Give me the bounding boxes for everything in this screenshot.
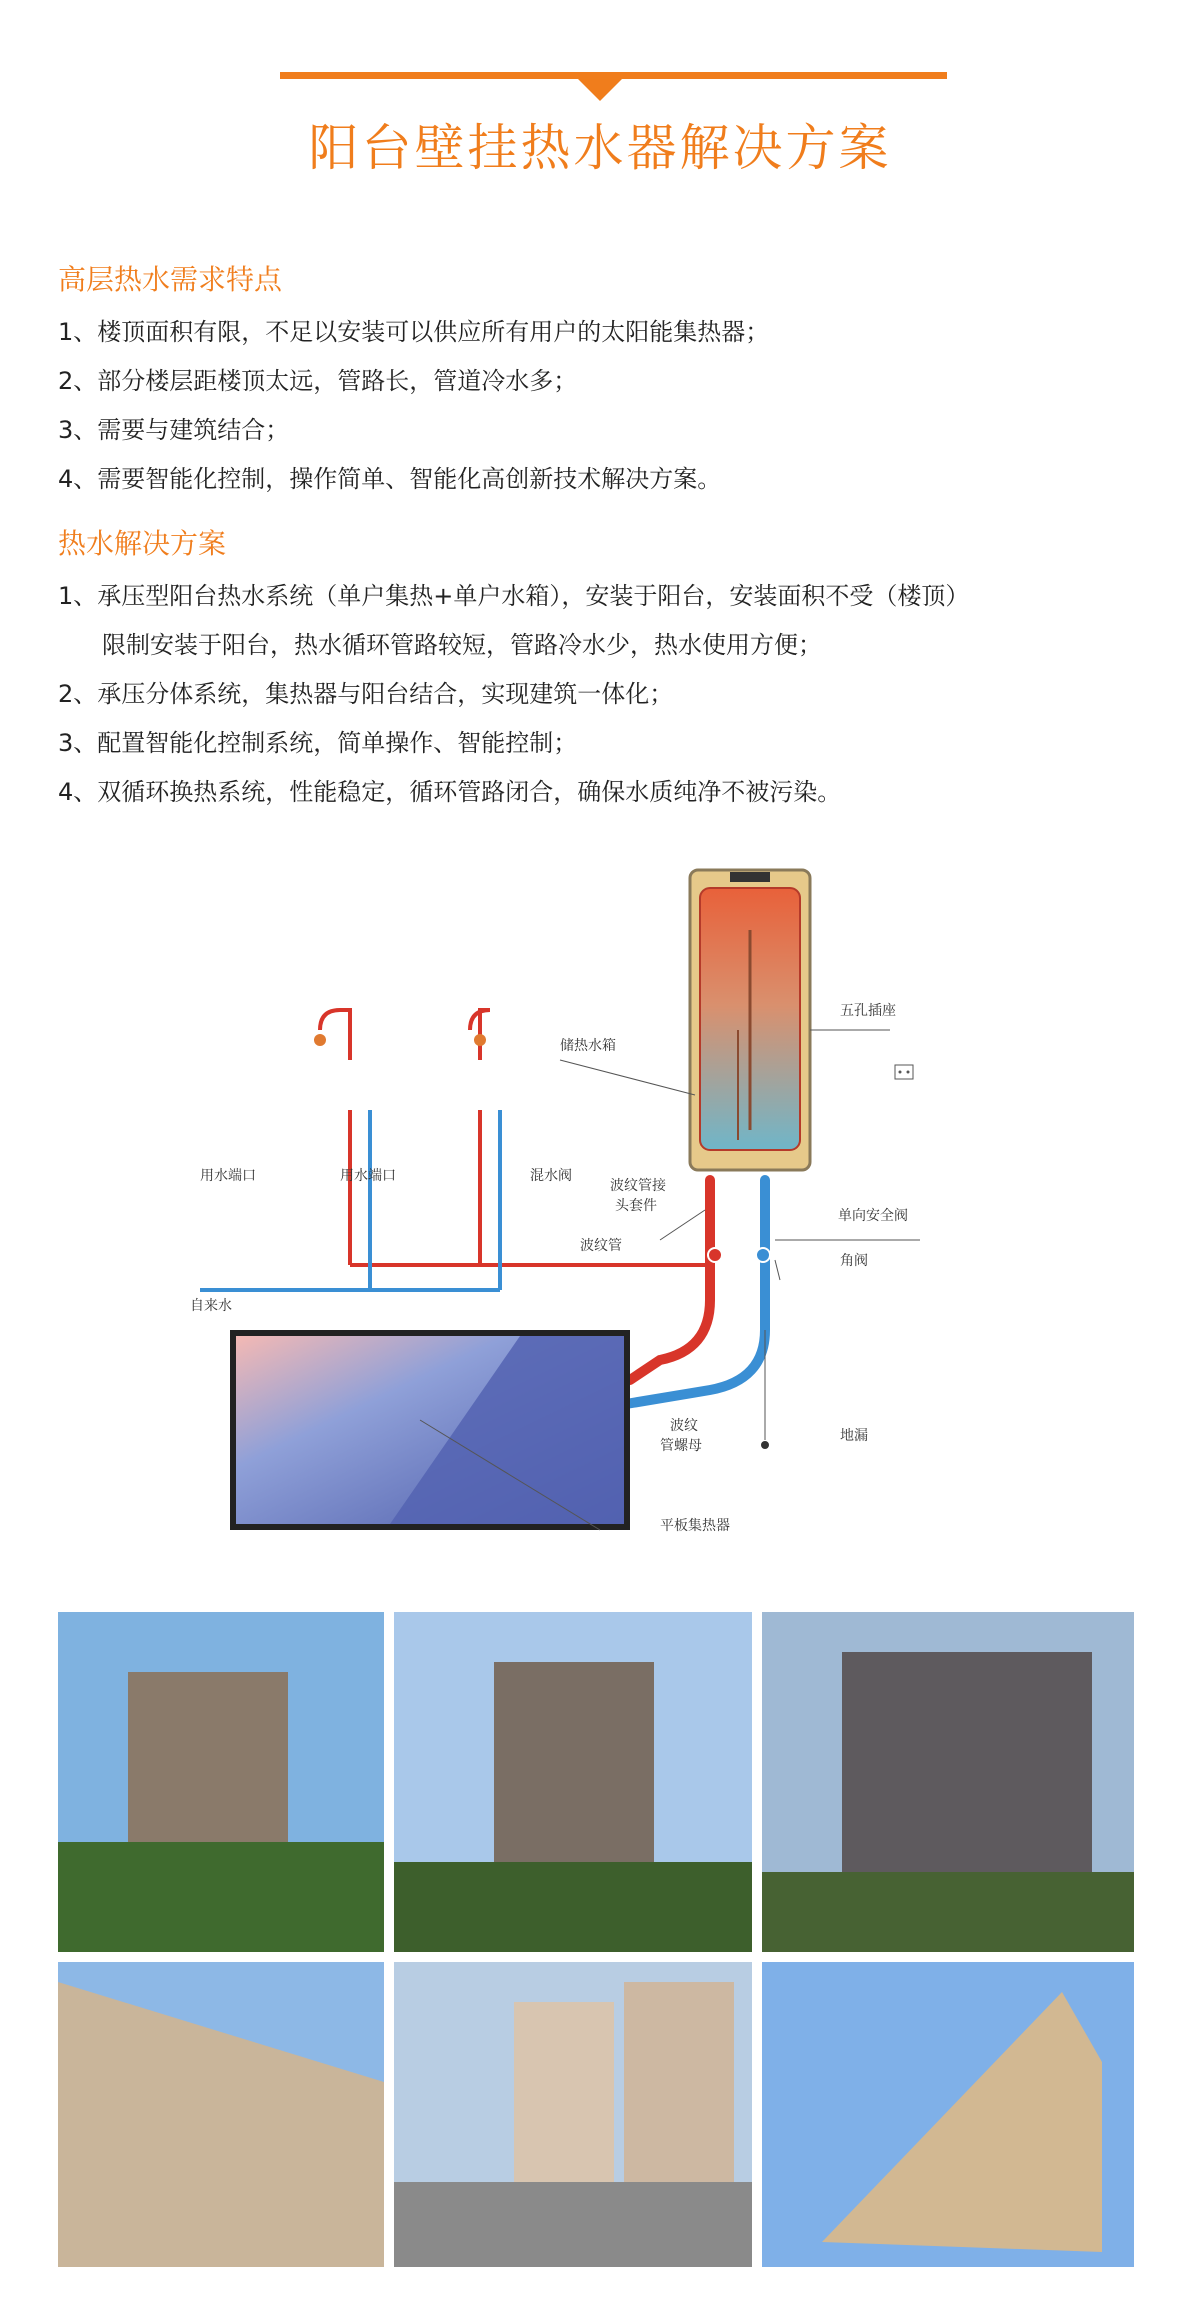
system-diagram — [190, 860, 950, 1560]
label-fitting-line1: 波纹管接 — [610, 1178, 666, 1194]
list-item-line: 1、承压型阳台热水系统（单户集热+单户水箱），安装于阳台，安装面积不受（楼顶） — [58, 582, 970, 610]
hot-pipes — [320, 1010, 710, 1265]
header-bar — [280, 72, 947, 79]
list-item: 2、承压分体系统，集热器与阳台结合，实现建筑一体化； — [58, 680, 674, 708]
label-corrugated-pipe: 波纹管 — [580, 1238, 622, 1254]
section-heading: 高层热水需求特点 — [58, 263, 283, 296]
solution-list — [58, 572, 1158, 817]
label-outlet-2: 用水端口 — [340, 1168, 396, 1184]
building-photo — [58, 1962, 384, 2267]
list-item: 4、需要智能化控制，操作简单、智能化高创新技术解决方案。 — [58, 465, 722, 493]
socket-icon — [895, 1065, 913, 1079]
drain-icon — [761, 1441, 769, 1449]
angle-valve-icon — [756, 1248, 770, 1262]
shower-icon — [474, 1034, 486, 1046]
list-item: 3、需要与建筑结合； — [58, 416, 290, 444]
building-photo — [394, 1612, 752, 1952]
check-valve-icon — [708, 1248, 722, 1262]
requirements-list — [58, 308, 1158, 504]
label-collector: 平板集热器 — [660, 1518, 730, 1534]
list-item: 2、部分楼层距楼顶太远，管路长，管道冷水多； — [58, 367, 578, 395]
section-requirements — [58, 258, 1158, 504]
label-angle-valve: 角阀 — [840, 1253, 868, 1269]
section-heading: 热水解决方案 — [58, 527, 227, 560]
label-check-valve: 单向安全阀 — [838, 1208, 908, 1224]
label-tank: 储热水箱 — [560, 1038, 616, 1054]
label-nut-line2: 管螺母 — [660, 1438, 702, 1454]
photo-grid — [58, 1612, 1134, 2277]
label-floor-drain: 地漏 — [840, 1428, 868, 1444]
building-photo — [762, 1962, 1134, 2267]
list-item: 1、楼顶面积有限，不足以安装可以供应所有用户的太阳能集热器； — [58, 318, 770, 346]
label-fitting-line2: 头套件 — [615, 1198, 657, 1214]
label-nut-line1: 波纹 — [670, 1418, 698, 1434]
label-socket: 五孔插座 — [840, 1003, 896, 1019]
list-item — [58, 572, 1158, 670]
flat-plate-collector — [230, 1330, 630, 1530]
system-diagram-svg — [190, 860, 950, 1560]
header-triangle-icon — [578, 79, 622, 101]
storage-tank — [690, 870, 810, 1170]
page-title: 阳台壁挂热水器解决方案 — [308, 119, 892, 177]
label-tap-water: 自来水 — [190, 1298, 232, 1314]
list-item: 3、配置智能化控制系统，简单操作、智能控制； — [58, 729, 578, 757]
building-photo — [762, 1612, 1134, 1952]
building-photo — [58, 1612, 384, 1952]
building-photo — [394, 1962, 752, 2267]
section-solution — [58, 522, 1158, 817]
label-mixing-valve: 混水阀 — [530, 1168, 572, 1184]
label-outlet-1: 用水端口 — [200, 1168, 256, 1184]
list-item: 4、双循环换热系统，性能稳定，循环管路闭合，确保水质纯净不被污染。 — [58, 778, 842, 806]
list-item-continuation: 限制安装于阳台，热水循环管路较短，管路冷水少，热水使用方便； — [102, 631, 822, 659]
shower-icon — [314, 1034, 326, 1046]
